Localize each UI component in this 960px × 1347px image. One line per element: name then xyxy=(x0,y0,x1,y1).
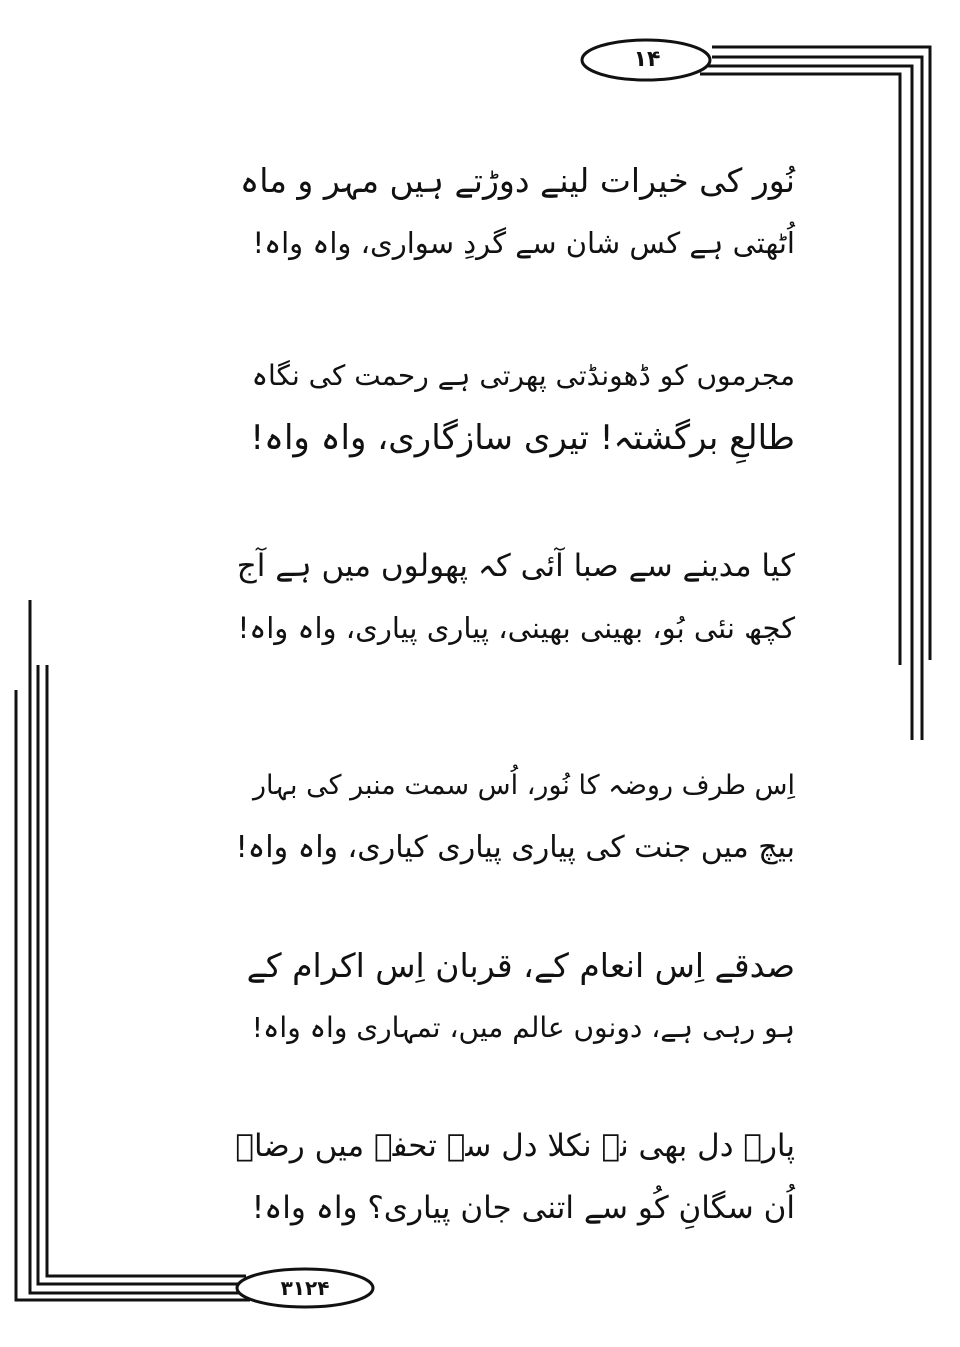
top-page-number: ۱۴ xyxy=(633,47,661,72)
verse-5-line-1: صدقے اِس انعام کے، قربان اِس اکرام کے xyxy=(246,946,795,985)
verse-5 xyxy=(235,935,795,1059)
verse-1 xyxy=(235,150,795,274)
verse-6-line-2: اُن سگانِ کُو سے اتنی جان پیاری؟ واہ واہ! xyxy=(251,1190,795,1226)
verse-4 xyxy=(235,755,795,879)
verse-3-line-2: کچھ نئی بُو، بھینی بھینی، پیاری پیاری، واہ واہ! xyxy=(237,611,795,645)
verse-2 xyxy=(235,345,795,469)
verse-4-line-2: بیچ میں جنت کی پیاری پیاری کیاری، واہ واہ! xyxy=(235,830,795,865)
verse-4-line-1: اِس طرف روضہ کا نُور، اُس سمت منبر کی بہار xyxy=(252,770,795,801)
verse-2-line-2: طالعِ برگشتہ! تیری سازگاری، واہ واہ! xyxy=(250,418,795,458)
verse-1-line-1: نُور کی خیرات لینے دوڑتے ہیں مہر و ماہ xyxy=(239,161,795,200)
verse-5-line-2: ہو رہی ہے، دونوں عالم میں، تمہاری واہ واہ! xyxy=(251,1011,795,1044)
verse-6 xyxy=(235,1115,795,1239)
bottom-page-number: ۳۱۲۴ xyxy=(280,1276,330,1300)
verse-1-line-2: اُٹھتی ہے کس شان سے گردِ سواری، واہ واہ! xyxy=(252,226,795,260)
verse-6-line-1: پارۂ دل بھی نہ نکلا دل سے تحفے میں رضاؔ xyxy=(235,1128,795,1164)
verse-2-line-1: مجرموں کو ڈھونڈتی پھرتی ہے رحمت کی نگاہ xyxy=(251,359,795,392)
verse-3 xyxy=(235,535,795,659)
verse-3-line-1: کیا مدینے سے صبا آئی کہ پھولوں میں ہے آج xyxy=(236,548,795,584)
